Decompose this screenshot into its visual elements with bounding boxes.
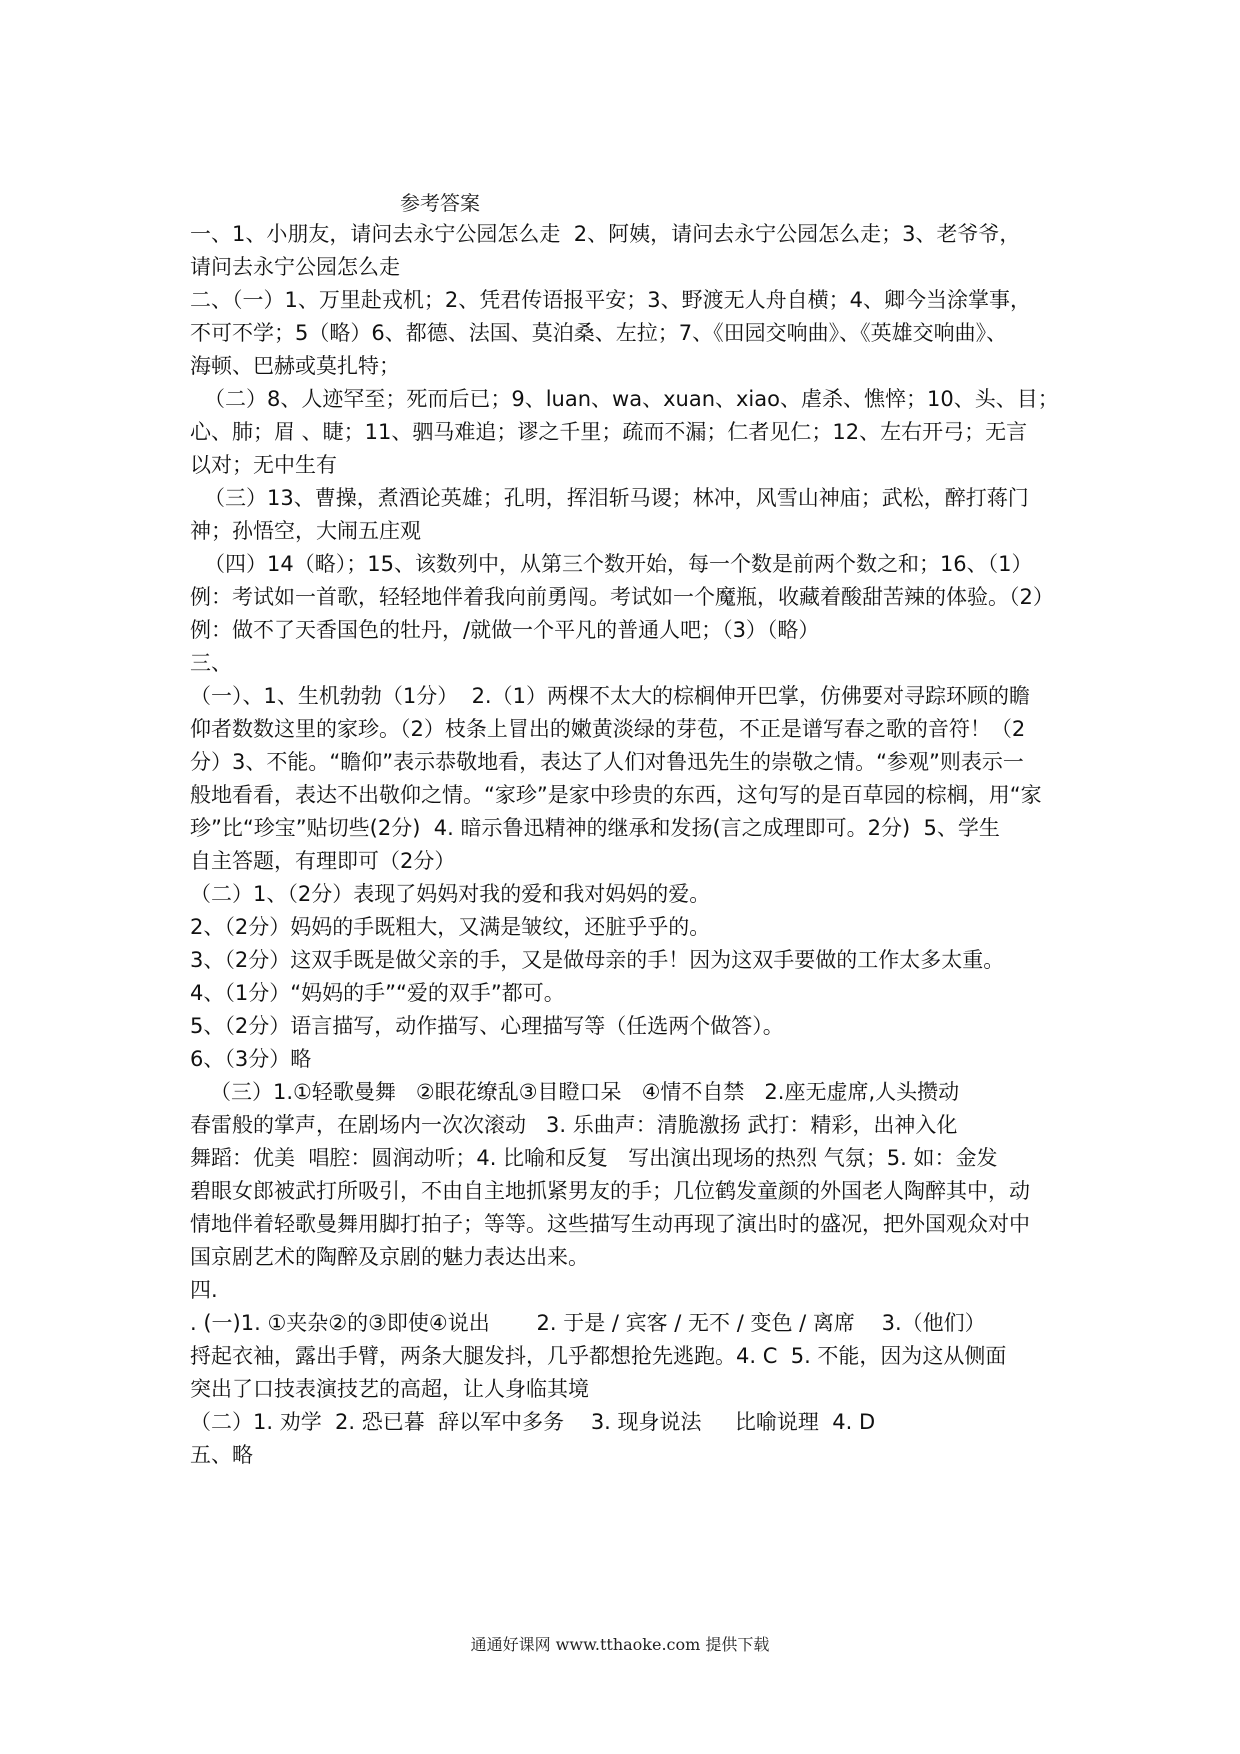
page-footer: 通通好课网 www.tthaoke.com 提供下载 <box>470 1635 770 1654</box>
text-line: 心、肺；眉 、睫；11、驷马难追；谬之千里；疏而不漏；仁者见仁；12、左右开弓；无言 <box>190 420 1028 444</box>
text-line: 碧眼女郎被武打所吸引，不由自主地抓紧男友的手；几位鹤发童颜的外国老人陶醉其中，动 <box>190 1179 1030 1203</box>
text-line: 国京剧艺术的陶醉及京剧的魅力表达出来。 <box>190 1245 589 1269</box>
text-line: 海顿、巴赫或莫扎特； <box>190 354 400 378</box>
text-line: （四）14（略）；15、该数列中，从第三个数开始，每一个数是前两个数之和；16、（1） <box>204 552 1033 576</box>
text-line: . (一)1. ①夹杂②的③即使④说出 2. 于是 / 宾客 / 无不 / 变色 / 离席 3.（他们） <box>190 1311 986 1335</box>
text-line: （三）1.①轻歌曼舞 ②眼花缭乱③目瞪口呆 ④情不自禁 2.座无虚席,人头攒动 <box>210 1080 960 1104</box>
section-heading: 四. <box>190 1278 218 1302</box>
text-line: 舞蹈：优美 唱腔：圆润动听；4. 比喻和反复 写出演出现场的热烈 气氛；5. 如：金发 <box>190 1146 998 1170</box>
section-heading: 五、略 <box>190 1443 253 1467</box>
text-line: 5、（2分）语言描写，动作描写、心理描写等（任选两个做答）。 <box>190 1014 784 1038</box>
text-line: 神；孙悟空，大闹五庄观 <box>190 519 421 543</box>
text-line: 以对；无中生有 <box>190 453 337 477</box>
text-line: 不可不学；5（略）6、都德、法国、莫泊桑、左拉；7、《田园交响曲》、《英雄交响曲》、 <box>190 321 1008 345</box>
section-heading: 三、 <box>190 651 232 675</box>
text-line: （一）、1、生机勃勃（1分） 2.（1）两棵不太大的棕榈伸开巴掌，仿佛要对寻踪环顾的瞻 <box>190 684 1030 708</box>
text-line: 3、（2分）这双手既是做父亲的手，又是做母亲的手！因为这双手要做的工作太多太重。 <box>190 948 1005 972</box>
text-line: 春雷般的掌声，在剧场内一次次滚动 3. 乐曲声：清脆激扬 武打：精彩，出神入化 <box>190 1113 958 1137</box>
text-line: 例：考试如一首歌，轻轻地伴着我向前勇闯。考试如一个魔瓶，收藏着酸甜苦辣的体验。（2） <box>190 585 1054 609</box>
text-line: 一、1、小朋友，请问去永宁公园怎么走 2、阿姨，请问去永宁公园怎么走；3、老爷爷， <box>190 222 1021 246</box>
text-line: （二）8、人迹罕至；死而后已；9、luan、wa、xuan、xiao、虐杀、憔悴；10、头、目； <box>204 387 1059 411</box>
text-line: 情地伴着轻歌曼舞用脚打拍子；等等。这些描写生动再现了演出时的盛况，把外国观众对中 <box>190 1212 1030 1236</box>
text-line: （二）1. 劝学 2. 恐已暮 辞以军中多务 3. 现身说法 比喻说理 4. D <box>190 1410 876 1434</box>
text-line: 请问去永宁公园怎么走 <box>190 255 400 279</box>
text-line: （二）1、（2分）表现了妈妈对我的爱和我对妈妈的爱。 <box>190 882 711 906</box>
text-line: 分）3、不能。“瞻仰”表示恭敬地看，表达了人们对鲁迅先生的崇敬之情。“参观”则表示一 <box>190 750 1024 774</box>
text-line: 6、（3分）略 <box>190 1047 312 1071</box>
text-line: 般地看看，表达不出敬仰之情。“家珍”是家中珍贵的东西，这句写的是百草园的棕榈，用“家 <box>190 783 1042 807</box>
text-line: 珍”比“珍宝”贴切些(2分) 4. 暗示鲁迅精神的继承和发扬(言之成理即可。2分) 5、学生 <box>190 816 1000 840</box>
text-line: 仰者数数这里的家珍。（2）枝条上冒出的嫩黄淡绿的芽苞，不正是谱写春之歌的音符！（2 <box>190 717 1026 741</box>
text-line: 例：做不了天香国色的牡丹，/就做一个平凡的普通人吧；（3）（略） <box>190 618 820 642</box>
text-line: 2、（2分）妈妈的手既粗大，又满是皱纹，还脏乎乎的。 <box>190 915 711 939</box>
text-line: 捋起衣袖，露出手臂，两条大腿发抖，几乎都想抢先逃跑。4. C 5. 不能，因为这从侧面 <box>190 1344 1007 1368</box>
text-line: 二、（一）1、万里赴戎机；2、凭君传语报平安；3、野渡无人舟自横；4、卿今当涂掌事， <box>190 288 1031 312</box>
text-line: 突出了口技表演技艺的高超，让人身临其境 <box>190 1377 589 1401</box>
text-line: （三）13、曹操，煮酒论英雄；孔明，挥泪斩马谡；林冲，风雪山神庙；武松，醉打蒋门 <box>204 486 1029 510</box>
answer-body <box>190 218 1070 1472</box>
text-line: 4、（1分）“妈妈的手”“爱的双手”都可。 <box>190 981 565 1005</box>
text-line: 自主答题，有理即可（2分） <box>190 849 456 873</box>
page-title: 参考答案 <box>400 191 480 215</box>
